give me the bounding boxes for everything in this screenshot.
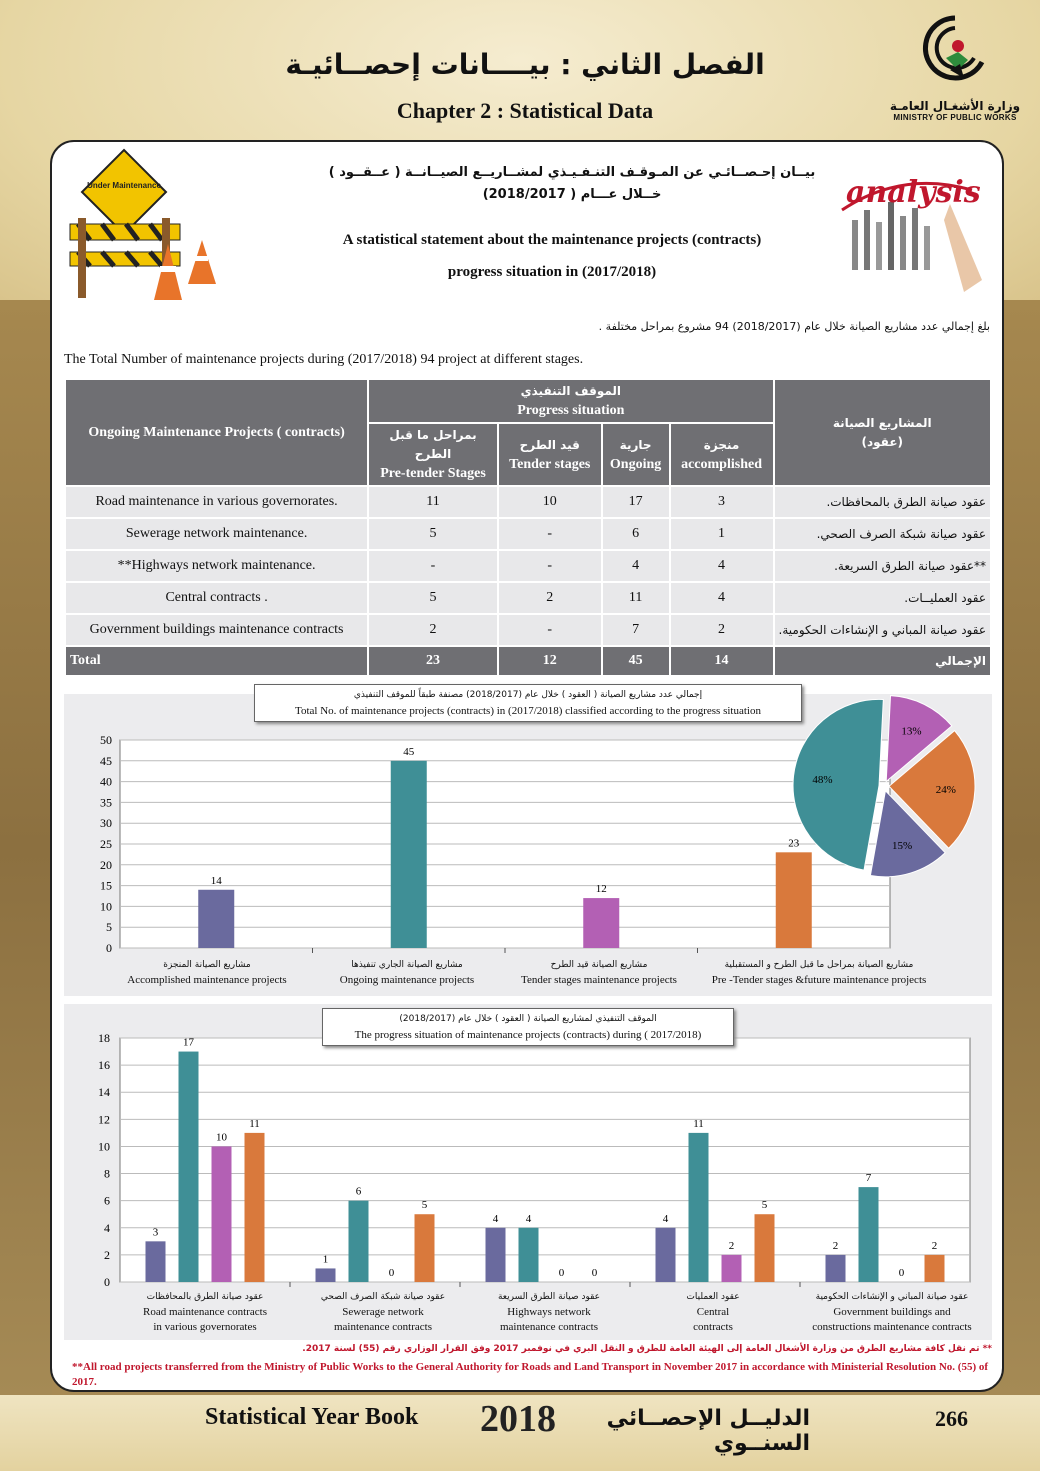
table-row bbox=[65, 486, 991, 518]
left-stripe bbox=[0, 300, 52, 1395]
bar-accomplished bbox=[146, 1241, 166, 1282]
col-ar: جارية bbox=[619, 437, 652, 452]
footnote-ar: ** تم نقل كافة مشاريع الطرق من وزارة الأشغال العامة إلى الهيئة العامة للطرق و النقل البري في نوفمبر 2017 وفق القرار الوزاري رقم (55) لسنة 2017. bbox=[302, 1344, 992, 1354]
category-ar: عقود صيانة المباني و الإنشاءات الحكومية bbox=[815, 1292, 969, 1302]
row-label-ar: عقود صيانة شبكة الصرف الصحي. bbox=[774, 518, 991, 550]
data-label: 17 bbox=[183, 1036, 194, 1049]
data-label: 0 bbox=[591, 1267, 598, 1279]
data-label: 2 bbox=[728, 1239, 735, 1252]
col-ar: بمراحل ما قبل الطرح bbox=[389, 428, 477, 461]
cell-accomplished: 3 bbox=[670, 486, 774, 518]
data-label: 10 bbox=[216, 1131, 227, 1144]
data-label: 1 bbox=[322, 1253, 329, 1266]
pie-label: 13% bbox=[901, 725, 922, 738]
col-ar: منجزة bbox=[703, 437, 740, 452]
totals-chart bbox=[64, 690, 992, 996]
bar-pre-tender bbox=[245, 1133, 265, 1282]
y-tick-label: 25 bbox=[100, 837, 112, 851]
row-label-ar: عقود صيانة المباني و الإنشاءات الحكومية. bbox=[774, 614, 991, 646]
category-ar: مشاريع الصيانة بمراحل ما قبل الطرح و المستقبلية bbox=[724, 960, 914, 970]
data-label: 5 bbox=[761, 1199, 768, 1212]
data-label: 14 bbox=[210, 874, 222, 887]
cell-tender: - bbox=[498, 518, 602, 550]
footer-year: 2018 bbox=[480, 1398, 556, 1440]
data-label: 0 bbox=[898, 1267, 905, 1279]
statement-title-ar-line2: خــلال عـــام ( 2018/2017) bbox=[482, 187, 662, 202]
chart1-category bbox=[312, 958, 502, 988]
progress-pie-chart-svg bbox=[64, 694, 992, 996]
y-tick-label: 15 bbox=[100, 878, 112, 893]
ministry-name-ar: وزارة الأشغـال العامـة bbox=[889, 99, 1021, 113]
table-total-row bbox=[65, 646, 991, 676]
data-label: 11 bbox=[693, 1117, 704, 1130]
y-tick-label: 10 bbox=[98, 1139, 110, 1154]
data-label: 3 bbox=[152, 1226, 159, 1239]
bar-ongoing bbox=[519, 1228, 539, 1282]
bar-accomplished bbox=[316, 1268, 336, 1282]
ministry-emblem-icon bbox=[920, 12, 990, 92]
y-tick-label: 12 bbox=[98, 1112, 110, 1127]
table-header-row bbox=[65, 379, 991, 423]
progress-chart-title-ar: الموقف التنفيذي لمشاريع الصيانة ( العقود ) خلال عام (2018/2017) bbox=[399, 1014, 657, 1024]
y-tick-label: 18 bbox=[98, 1031, 110, 1045]
cell-accomplished: 4 bbox=[670, 550, 774, 582]
table-row bbox=[65, 518, 991, 550]
total-accomplished: 14 bbox=[670, 646, 774, 676]
category-ar: عقود العمليات bbox=[686, 1292, 740, 1302]
data-label: 2 bbox=[931, 1239, 938, 1252]
cell-tender: 10 bbox=[498, 486, 602, 518]
header-accomplished bbox=[670, 423, 774, 486]
header-progress-situation bbox=[368, 379, 773, 423]
row-label-ar: **عقود صيانة الطرق السريعة. bbox=[774, 550, 991, 582]
col-en: Pre-tender Stages bbox=[380, 466, 486, 481]
row-label-en: Government buildings maintenance contracts bbox=[65, 614, 368, 646]
footer-book-title-ar: الدليــل الإحصــائي السنــوي bbox=[606, 1406, 810, 1456]
header-right-ar-line2: (عقود) bbox=[861, 434, 903, 449]
header-maintenance-projects-ar bbox=[774, 379, 991, 486]
data-label: 0 bbox=[388, 1267, 395, 1279]
data-label: 4 bbox=[525, 1212, 532, 1225]
y-tick-label: 0 bbox=[106, 941, 112, 955]
header-ongoing bbox=[602, 423, 670, 486]
y-tick-label: 2 bbox=[104, 1247, 110, 1262]
bar-accomplished bbox=[826, 1255, 846, 1282]
category-ar: مشاريع الصيانة المنجزة bbox=[163, 960, 251, 970]
data-label: 7 bbox=[865, 1172, 872, 1185]
chart1-category bbox=[112, 958, 302, 988]
cell-ongoing: 7 bbox=[602, 614, 670, 646]
intro-text-en: The Total Number of maintenance projects during (2017/2018) 94 project at different stages. bbox=[64, 352, 584, 367]
cell-ongoing: 11 bbox=[602, 582, 670, 614]
footer-book-title-en: Statistical Year Book bbox=[205, 1404, 419, 1430]
chart3-category bbox=[794, 1290, 990, 1335]
under-maintenance-icon bbox=[64, 148, 224, 308]
header-pre-tender bbox=[368, 423, 498, 486]
sign-text: Under Maintenance bbox=[87, 181, 161, 190]
chart1-category bbox=[684, 958, 954, 988]
cell-accomplished: 2 bbox=[670, 614, 774, 646]
content-panel bbox=[50, 140, 1004, 1392]
col-en: accomplished bbox=[681, 456, 762, 472]
cell-accomplished: 4 bbox=[670, 582, 774, 614]
y-tick-label: 10 bbox=[100, 899, 112, 914]
chart3-category bbox=[464, 1290, 634, 1335]
header-ongoing-projects: Ongoing Maintenance Projects ( contracts) bbox=[65, 379, 368, 486]
y-tick-label: 35 bbox=[100, 795, 112, 810]
category-en-line2: constructions maintenance contracts bbox=[812, 1321, 972, 1333]
category-en: Pre -Tender stages &future maintenance projects bbox=[711, 974, 927, 986]
analysis-icon bbox=[832, 150, 992, 300]
y-tick-label: 5 bbox=[106, 920, 112, 935]
bar-accomplished bbox=[486, 1228, 506, 1282]
cell-ongoing: 17 bbox=[602, 486, 670, 518]
row-label-en: Sewerage network maintenance. bbox=[65, 518, 368, 550]
category-en-line1: Central bbox=[696, 1306, 730, 1318]
col-en: Ongoing bbox=[609, 456, 662, 472]
data-label: 6 bbox=[355, 1185, 362, 1198]
y-tick-label: 40 bbox=[100, 774, 112, 789]
y-tick-label: 6 bbox=[104, 1193, 110, 1208]
table-row bbox=[65, 582, 991, 614]
y-tick-label: 50 bbox=[100, 733, 112, 747]
row-label-en: Road maintenance in various governorates. bbox=[65, 486, 368, 518]
y-tick-label: 16 bbox=[98, 1058, 110, 1073]
category-ar: مشاريع الصيانة قيد الطرح bbox=[550, 960, 648, 970]
pie-label: 24% bbox=[935, 784, 956, 797]
pie-label: 15% bbox=[891, 840, 913, 853]
statement-title-ar bbox=[312, 162, 832, 206]
category-en-line1: Road maintenance contracts bbox=[142, 1306, 267, 1318]
category-en-line1: Sewerage network bbox=[342, 1306, 424, 1318]
category-en-line2: maintenance contracts bbox=[333, 1321, 433, 1333]
y-tick-label: 30 bbox=[100, 816, 112, 831]
total-label-ar: الإجمالي bbox=[774, 646, 991, 676]
chart1-category bbox=[504, 958, 694, 988]
data-label: 23 bbox=[788, 837, 800, 850]
y-tick-label: 0 bbox=[104, 1275, 110, 1289]
header-tender bbox=[498, 423, 602, 486]
data-label: 0 bbox=[558, 1267, 565, 1279]
data-label: 2 bbox=[832, 1239, 839, 1252]
chart3-category bbox=[120, 1290, 290, 1335]
y-tick-label: 14 bbox=[98, 1085, 110, 1100]
category-en-line1: Highways network bbox=[507, 1306, 591, 1318]
analysis-text: analysis bbox=[846, 175, 981, 210]
ministry-logo bbox=[880, 12, 1030, 132]
totals-chart-title-ar: إجمالي عدد مشاريع الصيانة ( العقود ) خلال عام (2018/2017) مصنفة طبقاً للموقف التنفيذي bbox=[353, 690, 703, 700]
col-ar: قيد الطرح bbox=[519, 437, 580, 452]
bar-ongoing bbox=[859, 1187, 879, 1282]
totals-chart-title-en: Total No. of maintenance projects (contracts) in (2017/2018) classified according to the progress situation bbox=[295, 705, 761, 717]
bar-accomplished bbox=[656, 1228, 676, 1282]
bar-tender bbox=[722, 1255, 742, 1282]
table-row bbox=[65, 614, 991, 646]
cell-tender: - bbox=[498, 614, 602, 646]
row-label-en: **Highways network maintenance. bbox=[65, 550, 368, 582]
data-label: 45 bbox=[403, 745, 415, 758]
cell-tender: - bbox=[498, 550, 602, 582]
cell-ongoing: 6 bbox=[602, 518, 670, 550]
cell-pre-tender: - bbox=[368, 550, 498, 582]
header-progress-en: Progress situation bbox=[517, 403, 625, 418]
data-label: 5 bbox=[421, 1199, 428, 1212]
category-ar: عقود صيانة شبكة الصرف الصحي bbox=[320, 1292, 446, 1302]
bar-ongoing bbox=[689, 1133, 709, 1282]
category-en-line2: maintenance contracts bbox=[499, 1321, 599, 1333]
bar-ongoing bbox=[349, 1201, 369, 1282]
bar-tender bbox=[212, 1146, 232, 1282]
category-en-line2: in various governorates bbox=[153, 1321, 257, 1333]
y-tick-label: 45 bbox=[100, 753, 112, 768]
y-tick-label: 20 bbox=[100, 857, 112, 872]
cell-ongoing: 4 bbox=[602, 550, 670, 582]
chapter-title-ar: الفصل الثاني : بيــــانات إحصــائيـة bbox=[285, 48, 765, 81]
statement-title-en-line1: A statistical statement about the maintenance projects (contracts) bbox=[342, 232, 762, 248]
pie-label: 48% bbox=[812, 774, 833, 787]
category-en-line1: Government buildings and bbox=[833, 1306, 951, 1318]
category-en: Ongoing maintenance projects bbox=[339, 974, 475, 986]
footnote-en: **All road projects transferred from the Ministry of Public Works to the General Authority for Roads and Land Transport in November 2017 in accordance with Ministerial Resolution No. (55) of 2017. bbox=[72, 1361, 989, 1388]
category-ar: مشاريع الصيانة الجاري تنفيذها bbox=[351, 960, 463, 970]
progress-chart-title-en: The progress situation of maintenance projects (contracts) during ( 2017/2018) bbox=[354, 1029, 702, 1041]
col-en: Tender stages bbox=[509, 456, 591, 472]
bar-ongoing bbox=[179, 1052, 199, 1282]
cell-accomplished: 1 bbox=[670, 518, 774, 550]
cell-pre-tender: 2 bbox=[368, 614, 498, 646]
intro-text-ar: بلغ إجمالي عدد مشاريع الصيانة خلال عام (2018/2017) 94 مشروع بمراحل مختلفة . bbox=[598, 320, 990, 333]
cell-pre-tender: 5 bbox=[368, 518, 498, 550]
data-label: 4 bbox=[492, 1212, 499, 1225]
total-pre-tender: 23 bbox=[368, 646, 498, 676]
data-label: 12 bbox=[595, 883, 607, 896]
row-label-ar: عقود العمليــات. bbox=[774, 582, 991, 614]
y-tick-label: 8 bbox=[104, 1166, 110, 1181]
progress-chart-title bbox=[322, 1008, 734, 1046]
ministry-name-en: MINISTRY OF PUBLIC WORKS bbox=[893, 113, 1017, 122]
chapter-title-en: Chapter 2 : Statistical Data bbox=[396, 98, 654, 123]
chart3-category bbox=[628, 1290, 798, 1335]
row-label-en: Central contracts . bbox=[65, 582, 368, 614]
total-tender: 12 bbox=[498, 646, 602, 676]
data-label: 4 bbox=[662, 1212, 669, 1225]
header-right-ar-line1: المشاريع الصيانة bbox=[832, 415, 932, 430]
y-tick-label: 4 bbox=[104, 1220, 110, 1235]
data-label: 11 bbox=[249, 1117, 260, 1130]
totals-chart-title bbox=[254, 684, 802, 722]
category-ar: عقود صيانة الطرق بالمحافظات bbox=[146, 1292, 264, 1302]
progress-chart bbox=[64, 1004, 992, 1340]
total-ongoing: 45 bbox=[602, 646, 670, 676]
statement-title-ar-line1: بيــان إحـصــائـي عن المـوقـف التنـفـيـذي لمشــاريــع الصيــانــة ( عــقــود ) bbox=[328, 165, 816, 180]
category-en: Tender stages maintenance projects bbox=[521, 974, 677, 986]
cell-tender: 2 bbox=[498, 582, 602, 614]
cell-pre-tender: 5 bbox=[368, 582, 498, 614]
cell-pre-tender: 11 bbox=[368, 486, 498, 518]
statement-title-en-line2: progress situation in (2017/2018) bbox=[447, 264, 657, 280]
table-row bbox=[65, 550, 991, 582]
chart3-category bbox=[298, 1290, 468, 1335]
total-label-en: Total bbox=[65, 646, 368, 676]
category-ar: عقود صيانة الطرق السريعة bbox=[497, 1292, 601, 1302]
statement-title-en bbox=[272, 224, 832, 288]
pie-slice bbox=[793, 699, 883, 870]
bar-pre-tender bbox=[925, 1255, 945, 1282]
page-number: 266 bbox=[935, 1406, 968, 1431]
maintenance-stats-table bbox=[64, 378, 992, 677]
bar-pre-tender bbox=[755, 1214, 775, 1282]
header-progress-ar: الموقف التنفيذي bbox=[520, 384, 622, 398]
row-label-ar: عقود صيانة الطرق بالمحافظات. bbox=[774, 486, 991, 518]
category-en-line2: contracts bbox=[693, 1321, 733, 1333]
bar-pre-tender bbox=[415, 1214, 435, 1282]
category-en: Accomplished maintenance projects bbox=[127, 974, 287, 986]
